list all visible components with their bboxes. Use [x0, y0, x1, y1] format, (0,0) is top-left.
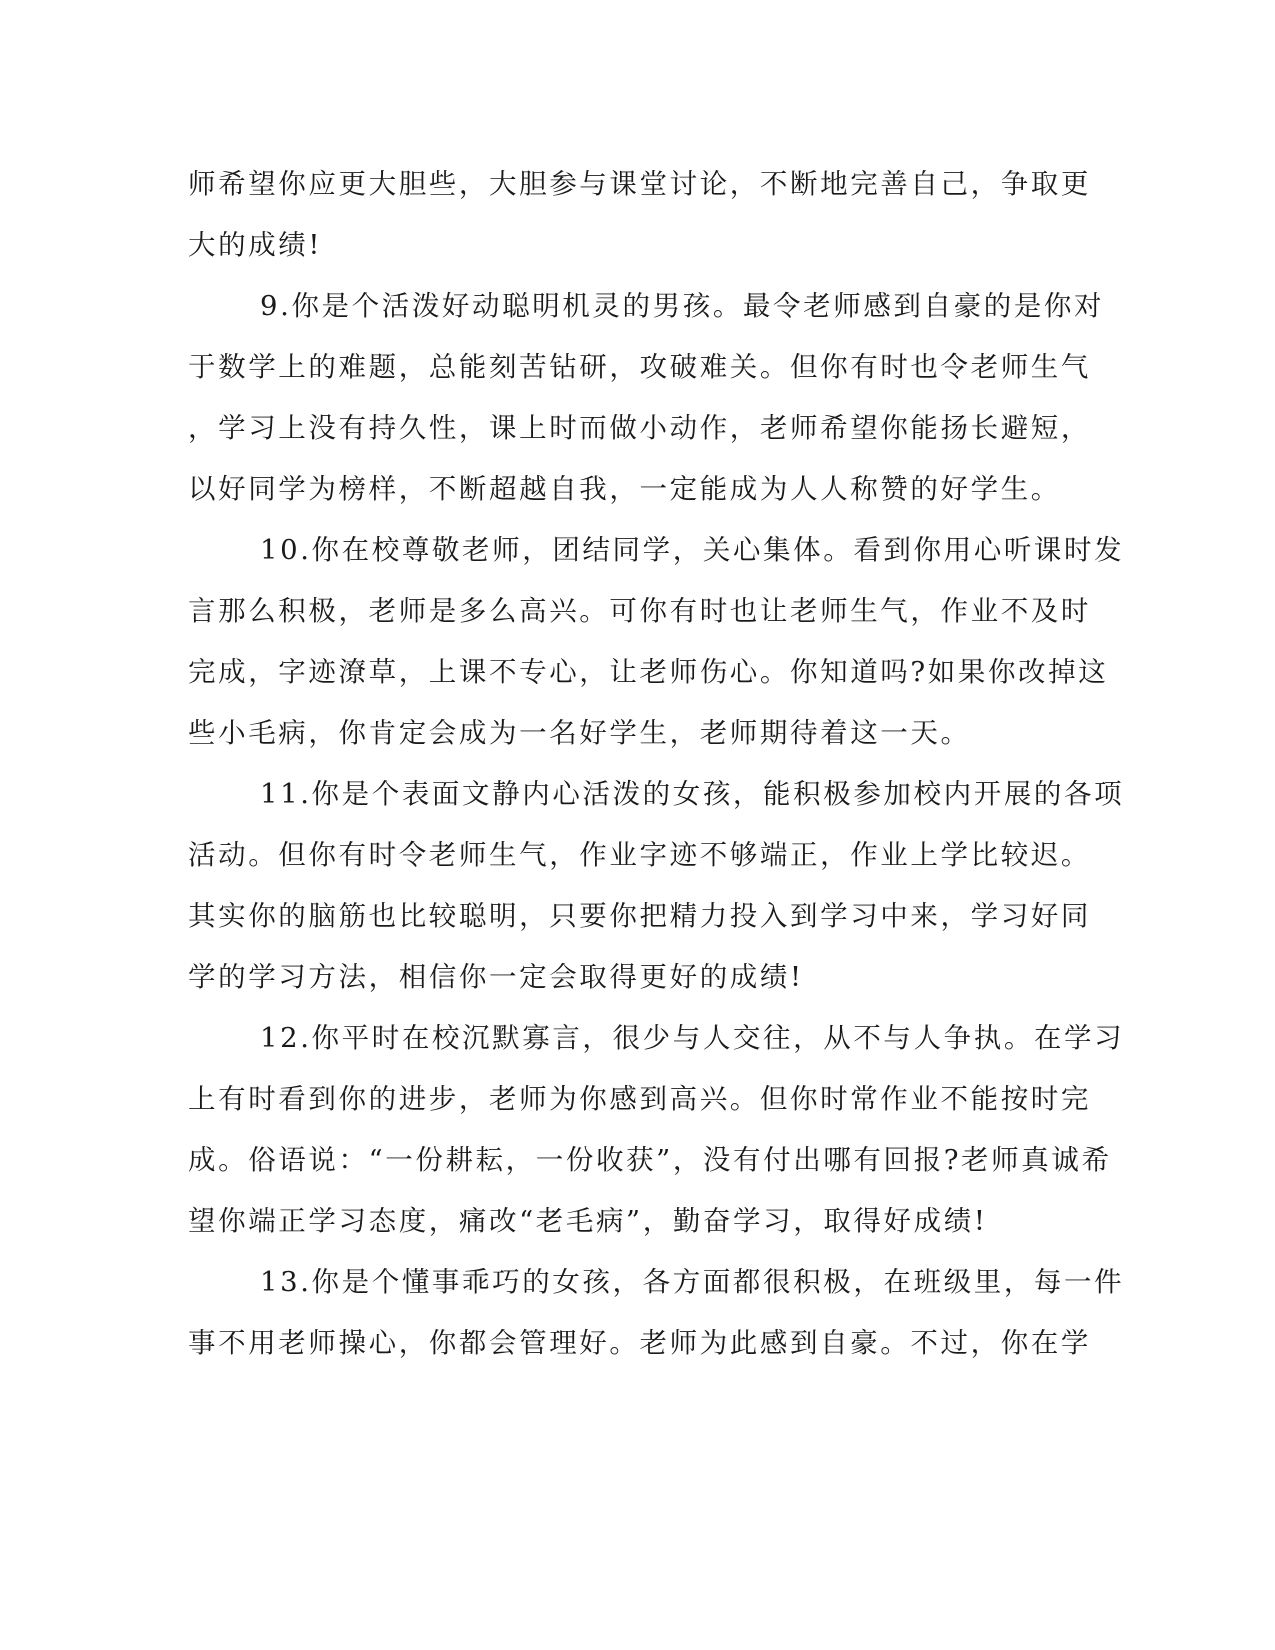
text-line: 事不用老师操心，你都会管理好。老师为此感到自豪。不过，你在学	[188, 1327, 1091, 1359]
paragraph-start-12: 12.你平时在校沉默寡言，很少与人交往，从不与人争执。在学习	[260, 1022, 1125, 1054]
text-line: 活动。但你有时令老师生气，作业字迹不够端正，作业上学比较迟。	[188, 839, 1091, 871]
document-body	[188, 154, 1125, 1374]
paragraph-start-11: 11.你是个表面文静内心活泼的女孩，能积极参加校内开展的各项	[260, 778, 1125, 810]
text-line: 上有时看到你的进步，老师为你感到高兴。但你时常作业不能按时完	[188, 1083, 1091, 1115]
text-line: 成。俗语说：“一份耕耘，一份收获”，没有付出哪有回报?老师真诚希	[188, 1144, 1112, 1176]
text-line: 些小毛病，你肯定会成为一名好学生，老师期待着这一天。	[188, 717, 971, 749]
text-line: 完成，字迹潦草，上课不专心，让老师伤心。你知道吗?如果你改掉这	[188, 656, 1109, 688]
paragraph-start-9: 9.你是个活泼好动聪明机灵的男孩。最令老师感到自豪的是你对	[260, 290, 1105, 322]
paragraph-start-10: 10.你在校尊敬老师，团结同学，关心集体。看到你用心听课时发	[260, 534, 1125, 566]
text-line: ，学习上没有持久性，课上时而做小动作，老师希望你能扬长避短，	[188, 412, 1091, 444]
text-line: 学的学习方法，相信你一定会取得更好的成绩!	[188, 961, 804, 993]
text-line: 师希望你应更大胆些，大胆参与课堂讨论，不断地完善自己，争取更	[188, 168, 1091, 200]
paragraph-start-13: 13.你是个懂事乖巧的女孩，各方面都很积极，在班级里，每一件	[260, 1266, 1125, 1298]
text-line: 言那么积极，老师是多么高兴。可你有时也让老师生气，作业不及时	[188, 595, 1091, 627]
text-line: 其实你的脑筋也比较聪明，只要你把精力投入到学习中来，学习好同	[188, 900, 1091, 932]
text-line: 以好同学为榜样，不断超越自我，一定能成为人人称赞的好学生。	[188, 473, 1061, 505]
text-line: 于数学上的难题，总能刻苦钻研，攻破难关。但你有时也令老师生气	[188, 351, 1091, 383]
text-line: 大的成绩!	[188, 229, 323, 261]
text-line: 望你端正学习态度，痛改“老毛病”，勤奋学习，取得好成绩!	[188, 1205, 988, 1237]
